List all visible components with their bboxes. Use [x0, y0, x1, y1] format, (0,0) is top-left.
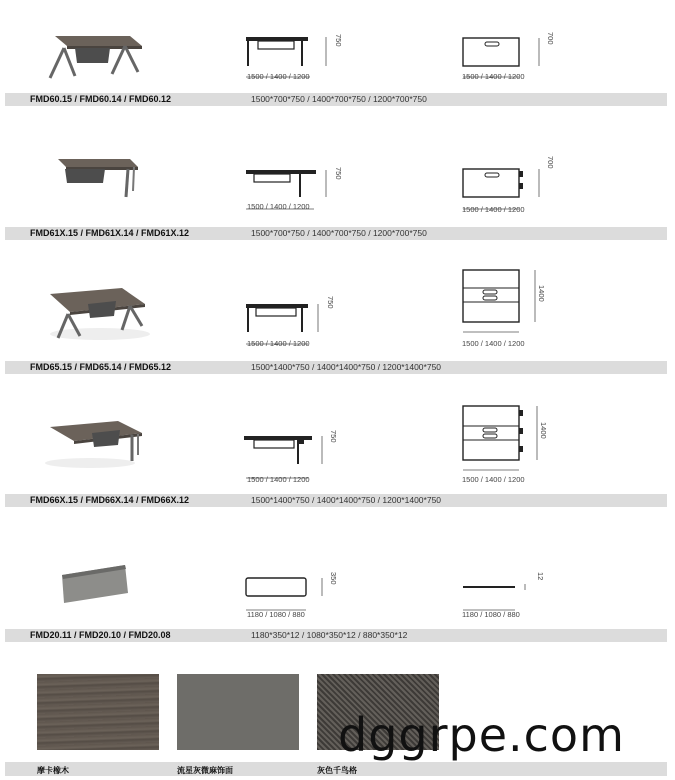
product-code: FMD20.11 / FMD20.10 / FMD20.08	[30, 630, 171, 640]
top-depth-label: 700	[546, 156, 555, 169]
swatch-mocha-oak	[37, 674, 159, 750]
top-width-label: 1180 / 1080 / 880	[462, 610, 520, 619]
top-view-drawing	[455, 266, 565, 346]
front-height-label: 350	[329, 572, 338, 585]
front-height-label: 750	[326, 296, 335, 309]
front-view-drawing	[240, 22, 335, 102]
product-code: FMD61X.15 / FMD61X.14 / FMD61X.12	[30, 228, 190, 238]
front-height-label: 750	[329, 430, 338, 443]
swatch-label: 摩卡橡木	[37, 766, 69, 775]
top-width-label: 1500 / 1400 / 1200	[462, 475, 525, 484]
product-code: FMD60.15 / FMD60.14 / FMD60.12	[30, 94, 172, 104]
product-sizes: 1180*350*12 / 1080*350*12 / 880*350*12	[251, 630, 408, 640]
spec-bar	[5, 494, 667, 507]
watermark: dggrpe.com	[338, 708, 625, 762]
swatch-meteor-grey	[177, 674, 299, 750]
front-view-drawing	[240, 155, 335, 235]
front-width-label: 1500 / 1400 / 1200	[247, 339, 310, 348]
top-width-label: 1500 / 1400 / 1200	[462, 72, 525, 81]
modesty-panel-photo	[30, 555, 160, 635]
top-width-label: 1500 / 1400 / 1200	[462, 339, 525, 348]
product-sizes: 1500*700*750 / 1400*700*750 / 1200*700*750	[251, 228, 427, 238]
front-width-label: 1500 / 1400 / 1200	[247, 475, 310, 484]
spec-bar	[5, 227, 667, 240]
product-sizes: 1500*1400*750 / 1400*1400*750 / 1200*1400*750	[251, 495, 442, 505]
spec-bar	[5, 629, 667, 642]
top-depth-label: 12	[536, 572, 545, 581]
desk-photo	[30, 405, 160, 485]
front-width-label: 1180 / 1080 / 880	[247, 610, 305, 619]
desk-photo	[30, 145, 160, 225]
product-code: FMD66X.15 / FMD66X.14 / FMD66X.12	[30, 495, 190, 505]
front-width-label: 1500 / 1400 / 1200	[247, 72, 310, 81]
spec-bar	[5, 93, 667, 106]
top-view-drawing	[455, 402, 565, 482]
front-view-drawing	[240, 290, 335, 370]
swatch-label: 灰色千鸟格	[317, 766, 357, 775]
swatch-label: 流星灰微麻饰面	[177, 766, 233, 775]
top-width-label: 1500 / 1400 / 1200	[462, 205, 525, 214]
front-height-label: 750	[334, 34, 343, 47]
top-depth-label: 1400	[539, 422, 548, 439]
product-sizes: 1500*700*750 / 1400*700*750 / 1200*700*750	[251, 94, 427, 104]
front-height-label: 750	[334, 167, 343, 180]
product-sizes: 1500*1400*750 / 1400*1400*750 / 1200*1400*750	[251, 362, 442, 372]
front-view-drawing	[240, 422, 335, 502]
spec-bar	[5, 361, 667, 374]
desk-photo	[30, 8, 160, 88]
desk-photo	[30, 272, 160, 352]
top-depth-label: 1400	[537, 285, 546, 302]
product-code: FMD65.15 / FMD65.14 / FMD65.12	[30, 362, 172, 372]
top-depth-label: 700	[546, 32, 555, 45]
front-width-label: 1500 / 1400 / 1200	[247, 202, 310, 211]
